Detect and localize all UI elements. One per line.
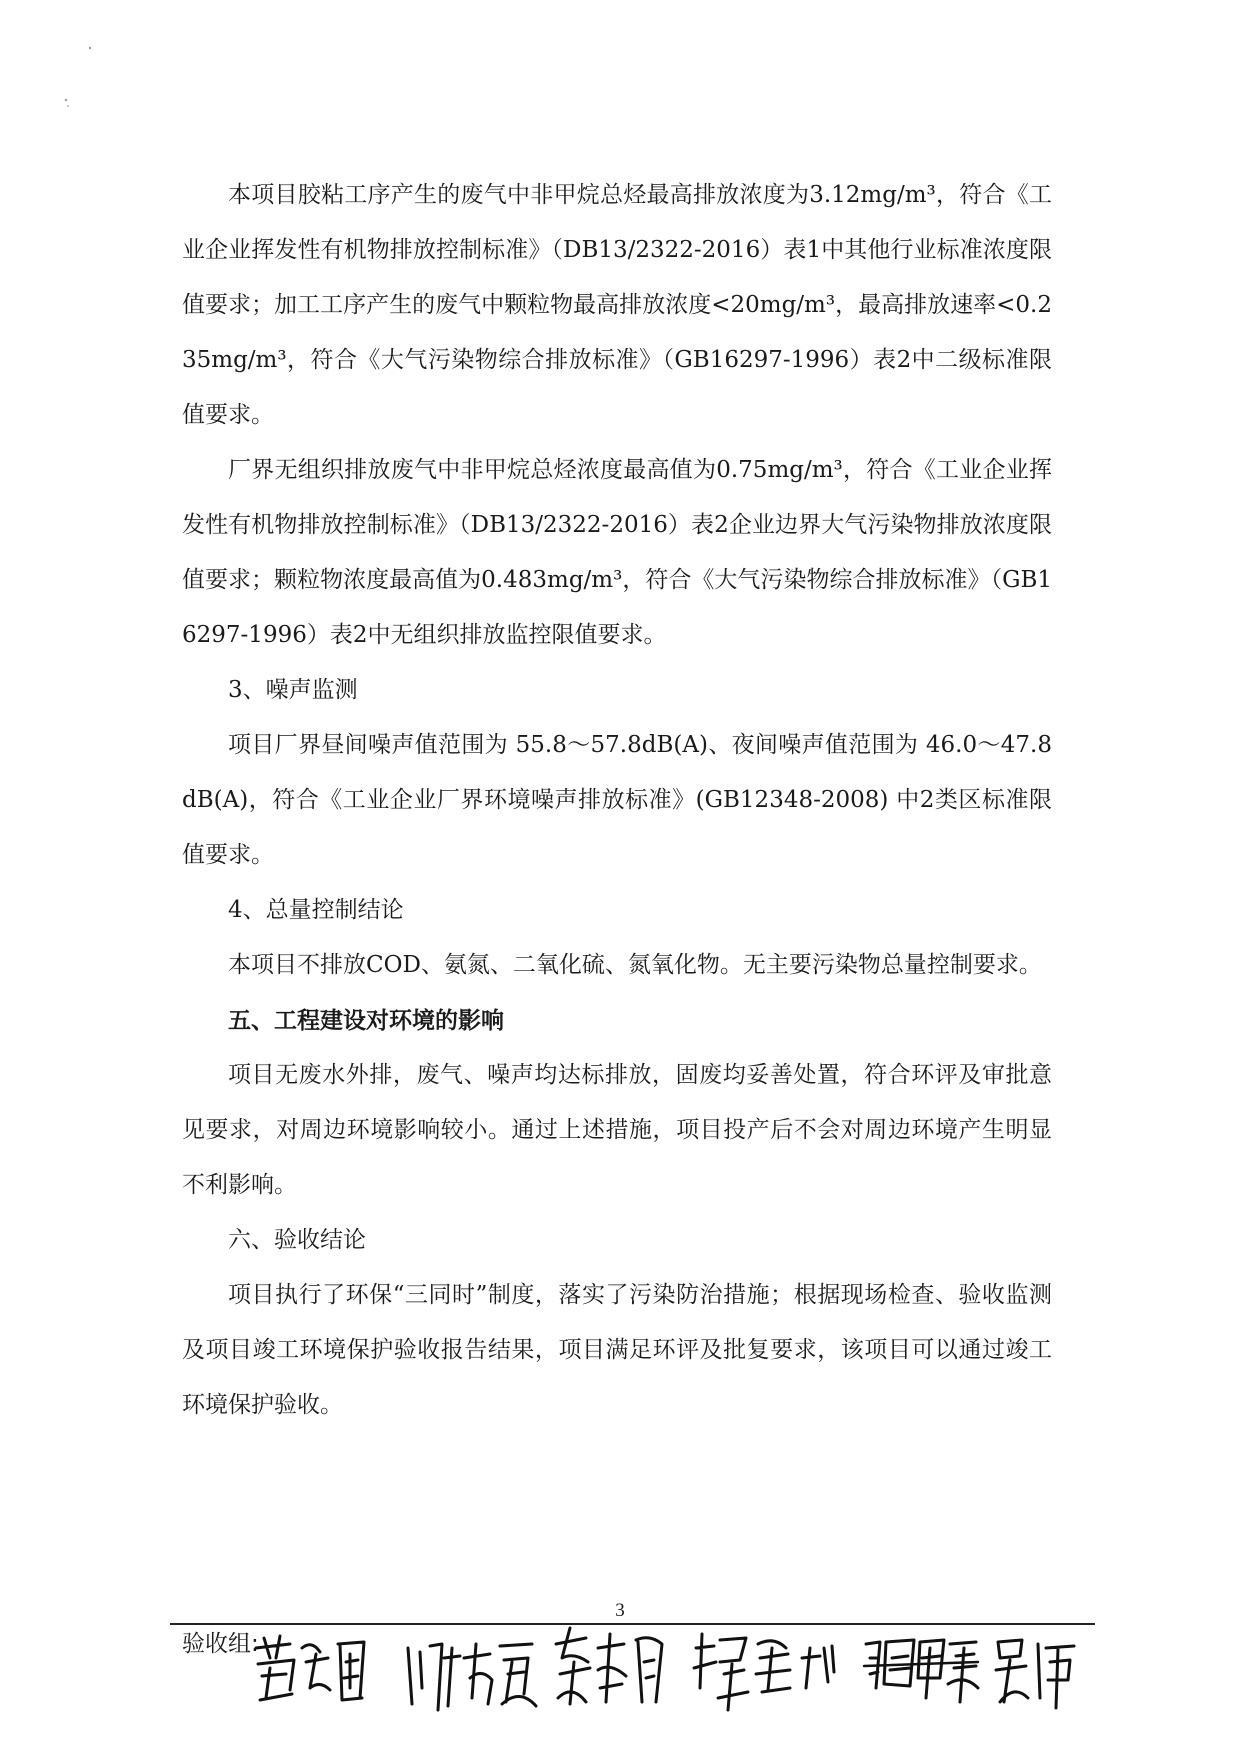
signature-3 [550, 1618, 670, 1718]
paragraph-boundary-emission: 厂界无组织排放废气中非甲烷总烃浓度最高值为0.75mg/m³，符合《工业企业挥发性有机物排放控制标准》（DB13/2322-2016）表2企业边界大气污染物排放浓度限值要求；颗粒物浓度最高值为0.483mg/m³，符合《大气污染物综合排放标准》（GB16297-1996）表2中无组织排放监控限值要求。 [182, 457, 1052, 648]
page-number: 3 [615, 1600, 625, 1621]
paragraph-total-control: 本项目不排放COD、氨氮、二氧化硫、氮氧化物。无主要污染物总量控制要求。 [228, 952, 1042, 978]
signature-6 [990, 1618, 1080, 1718]
paragraph-section-5: 项目无废水外排，废气、噪声均达标排放，固废均妥善处置，符合环评及审批意见要求，对周边环境影响较小。通过上述措施，项目投产后不会对周边环境产生明显不利影响。 [182, 1062, 1052, 1198]
paragraph-voc-emission: 本项目胶粘工序产生的废气中非甲烷总烃最高排放浓度为3.12mg/m³，符合《工业企业挥发性有机物排放控制标准》（DB13/2322-2016）表1中其他行业标准浓度限值要求；加工工序产生的废气中颗粒物最高排放浓度<20mg/m³，最高排放速率<0.235mg/m³，符合《大气污染物综合排放标准》（GB16297-1996）表2中二级标准限值要求。 [182, 182, 1052, 428]
paragraph-section-6: 项目执行了环保“三同时”制度，落实了污染防治措施；根据现场检查、验收监测及项目竣工环境保护验收报告结果，项目满足环评及批复要求，该项目可以通过竣工环境保护验收。 [182, 1282, 1052, 1418]
signature-1 [250, 1618, 370, 1718]
heading-section-5: 五、工程建设对环境的影响 [228, 1007, 504, 1034]
heading-total-control: 4、总量控制结论 [228, 897, 404, 923]
heading-noise-monitoring: 3、噪声监测 [228, 677, 358, 703]
signature-5 [860, 1618, 980, 1718]
signature-4 [690, 1618, 840, 1718]
signature-2 [400, 1618, 540, 1718]
paragraph-noise: 项目厂界昼间噪声值范围为 55.8～57.8dB(A)、夜间噪声值范围为 46.0～47.8dB(A)，符合《工业企业厂界环境噪声排放标准》(GB12348-2008) 中2类区标准限值要求。 [182, 732, 1052, 868]
heading-section-6: 六、验收结论 [228, 1227, 366, 1253]
scan-specks [60, 40, 120, 130]
document-body [182, 168, 1052, 1433]
signature-area [250, 1618, 1080, 1728]
acceptance-group-label: 验收组: [182, 1631, 259, 1657]
